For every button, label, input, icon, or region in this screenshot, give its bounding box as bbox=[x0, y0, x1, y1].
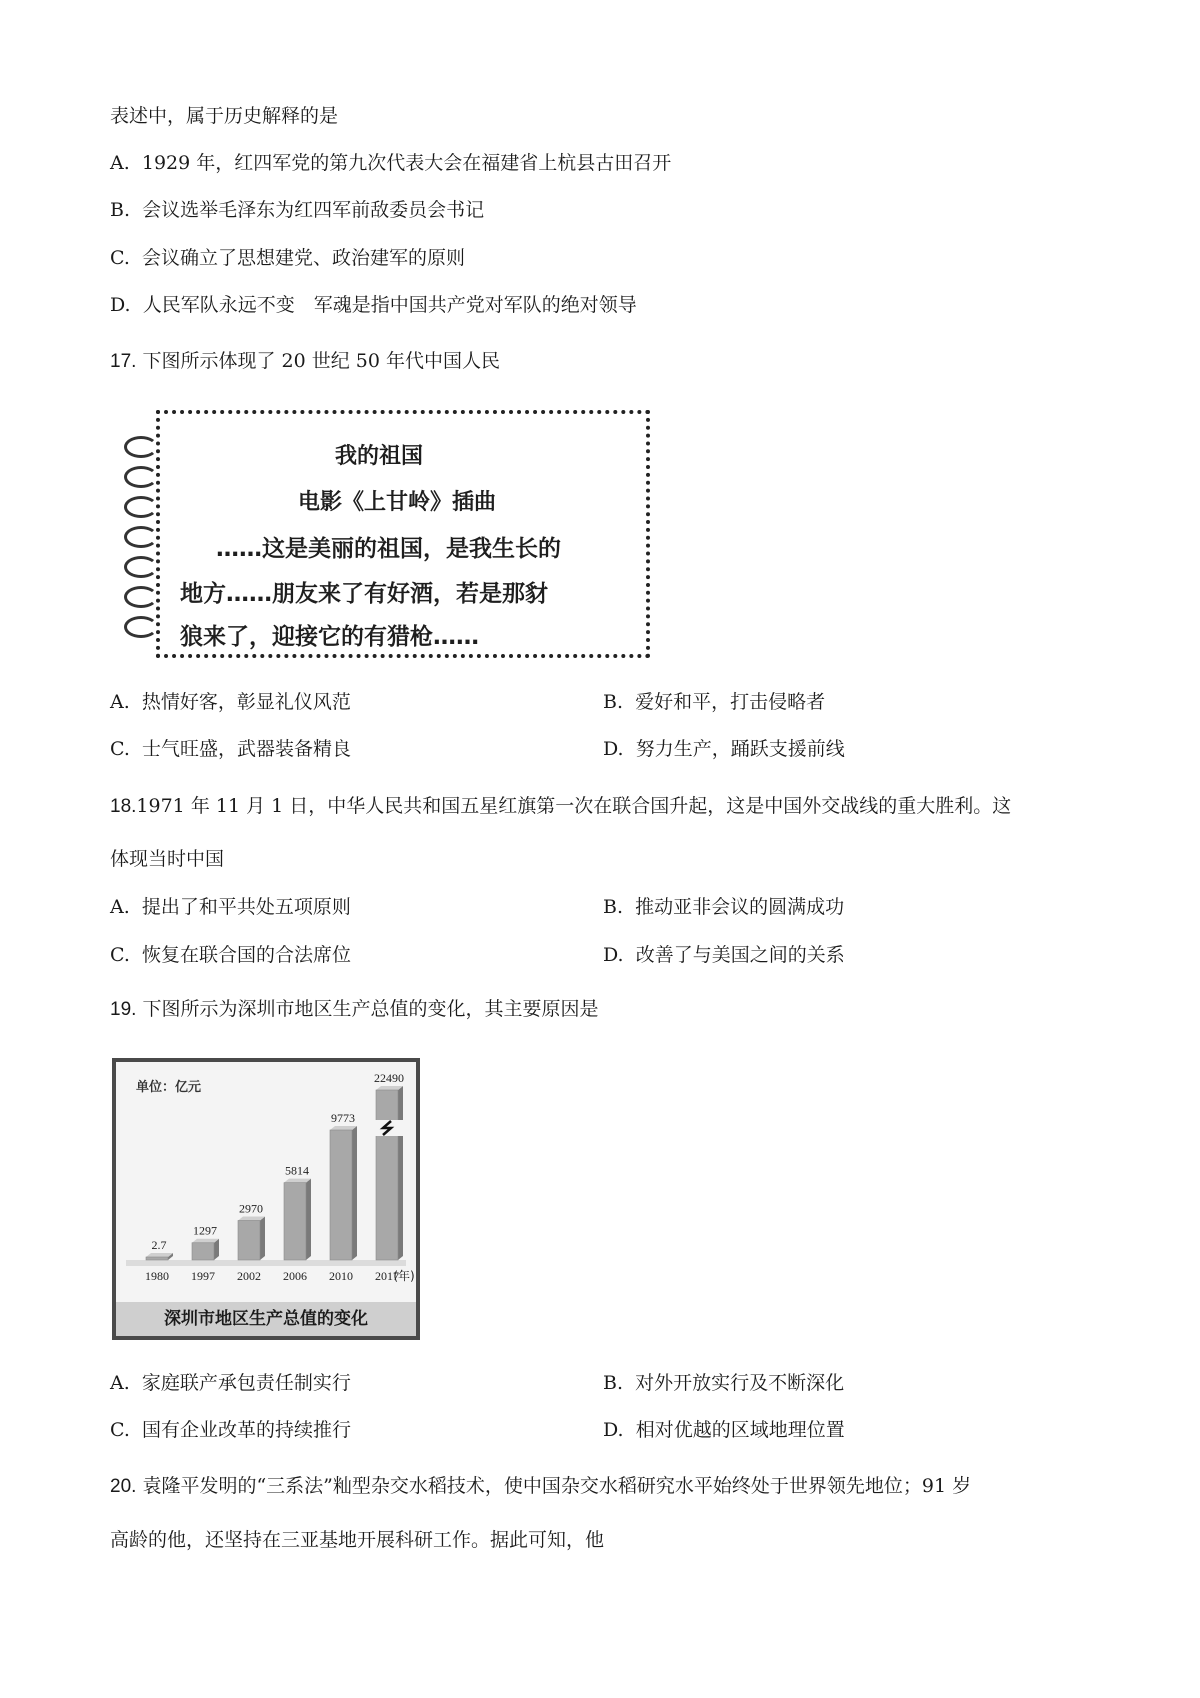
q20-stem-line-2: 高龄的他，还坚持在三亚基地开展科研工作。据此可知，他 bbox=[110, 1529, 605, 1551]
bar-side bbox=[260, 1216, 265, 1260]
q18-stem-line-2: 体现当时中国 bbox=[110, 848, 225, 870]
bar-2010 bbox=[330, 1130, 352, 1260]
q18-option-c[interactable]: C. 恢复在联合国的合法席位 bbox=[110, 944, 352, 966]
song-line-3: 狼来了，迎接它的有猎枪…… bbox=[180, 624, 479, 650]
bar-side bbox=[398, 1086, 403, 1260]
q17-option-c[interactable]: C. 士气旺盛，武器装备精良 bbox=[110, 738, 352, 760]
q19-stem: 19. 下图所示为深圳市地区生产总值的变化，其主要原因是 bbox=[110, 998, 599, 1020]
x-axis-label: (年) bbox=[393, 1269, 415, 1283]
bar-1997 bbox=[192, 1243, 214, 1260]
song-line-2: 地方……朋友来了有好酒，若是那豺 bbox=[180, 581, 548, 607]
bar-1980 bbox=[146, 1257, 168, 1260]
q19-option-c[interactable]: C. 国有企业改革的持续推行 bbox=[110, 1419, 352, 1441]
song-title: 我的祖国 bbox=[335, 444, 424, 469]
value-label: 9773 bbox=[331, 1111, 355, 1125]
q18-option-a[interactable]: A. 提出了和平共处五项原则 bbox=[110, 896, 351, 918]
gdp-bar-chart bbox=[112, 1058, 420, 1340]
q18-number: 18. bbox=[110, 796, 137, 817]
bar-2002 bbox=[238, 1220, 260, 1260]
chart-unit-label: 单位：亿元 bbox=[136, 1080, 202, 1095]
q20-stem-line-1: 20. 袁隆平发明的“三系法”籼型杂交水稻技术，使中国杂交水稻研究水平始终处于世界领先地位；91 岁 bbox=[110, 1475, 972, 1497]
tick-label: 2006 bbox=[283, 1269, 307, 1283]
q17-option-a[interactable]: A. 热情好客，彰显礼仪风范 bbox=[110, 691, 351, 713]
q16-option-b[interactable]: B. 会议选举毛泽东为红四军前敌委员会书记 bbox=[110, 199, 485, 221]
q19-option-b[interactable]: B. 对外开放实行及不断深化 bbox=[603, 1372, 845, 1394]
q18-option-b[interactable]: B. 推动亚非会议的圆满成功 bbox=[603, 896, 845, 918]
song-line-1: ……这是美丽的祖国，是我生长的 bbox=[216, 536, 561, 562]
q18-option-d[interactable]: D. 改善了与美国之间的关系 bbox=[603, 944, 845, 966]
value-label: 2970 bbox=[239, 1201, 263, 1216]
value-label: 2.7 bbox=[151, 1238, 167, 1252]
q16-option-a[interactable]: A. 1929 年，红四军党的第九次代表大会在福建省上杭县古田召开 bbox=[110, 152, 672, 174]
bar-2006 bbox=[284, 1183, 306, 1260]
tick-label: 2002 bbox=[237, 1269, 261, 1283]
bar-side bbox=[352, 1126, 357, 1260]
song-lyrics-figure bbox=[120, 410, 658, 662]
tick-label: 1997 bbox=[191, 1269, 215, 1283]
q17-option-b[interactable]: B. 爱好和平，打击侵略者 bbox=[603, 691, 826, 713]
song-subtitle: 电影《上甘岭》插曲 bbox=[298, 490, 497, 515]
q16-option-c[interactable]: C. 会议确立了思想建党、政治建军的原则 bbox=[110, 247, 466, 269]
bar-side bbox=[306, 1179, 311, 1260]
q19-number: 19. bbox=[110, 999, 137, 1020]
tick-label: 1980 bbox=[145, 1269, 169, 1283]
q16-stem-tail: 表述中，属于历史解释的是 bbox=[110, 105, 339, 127]
q17-stem: 17. 下图所示体现了 20 世纪 50 年代中国人民 bbox=[110, 350, 500, 372]
chart-floor bbox=[126, 1260, 406, 1266]
tick-label: 2017 bbox=[375, 1269, 399, 1283]
q20-number: 20. bbox=[110, 1476, 137, 1497]
tick-label: 2010 bbox=[329, 1269, 353, 1283]
q19-option-d[interactable]: D. 相对优越的区域地理位置 bbox=[603, 1419, 845, 1441]
value-label: 1297 bbox=[193, 1223, 217, 1238]
value-label: 5814 bbox=[285, 1163, 309, 1178]
q17-number: 17. bbox=[110, 351, 137, 372]
q18-stem-line-1: 18.1971 年 11 月 1 日，中华人民共和国五星红旗第一次在联合国升起，这是中国外交战线的重大胜利。这 bbox=[110, 795, 1012, 817]
q16-option-d[interactable]: D. 人民军队永远不变 军魂是指中国共产党对军队的绝对领导 bbox=[110, 294, 637, 316]
q19-option-a[interactable]: A. 家庭联产承包责任制实行 bbox=[110, 1372, 351, 1394]
bar-2017 bbox=[376, 1090, 398, 1260]
chart-title: 深圳市地区生产总值的变化 bbox=[116, 1302, 416, 1336]
chart-plot bbox=[116, 1062, 416, 1302]
q17-option-d[interactable]: D. 努力生产，踊跃支援前线 bbox=[603, 738, 845, 760]
value-label: 22490 bbox=[374, 1071, 404, 1085]
